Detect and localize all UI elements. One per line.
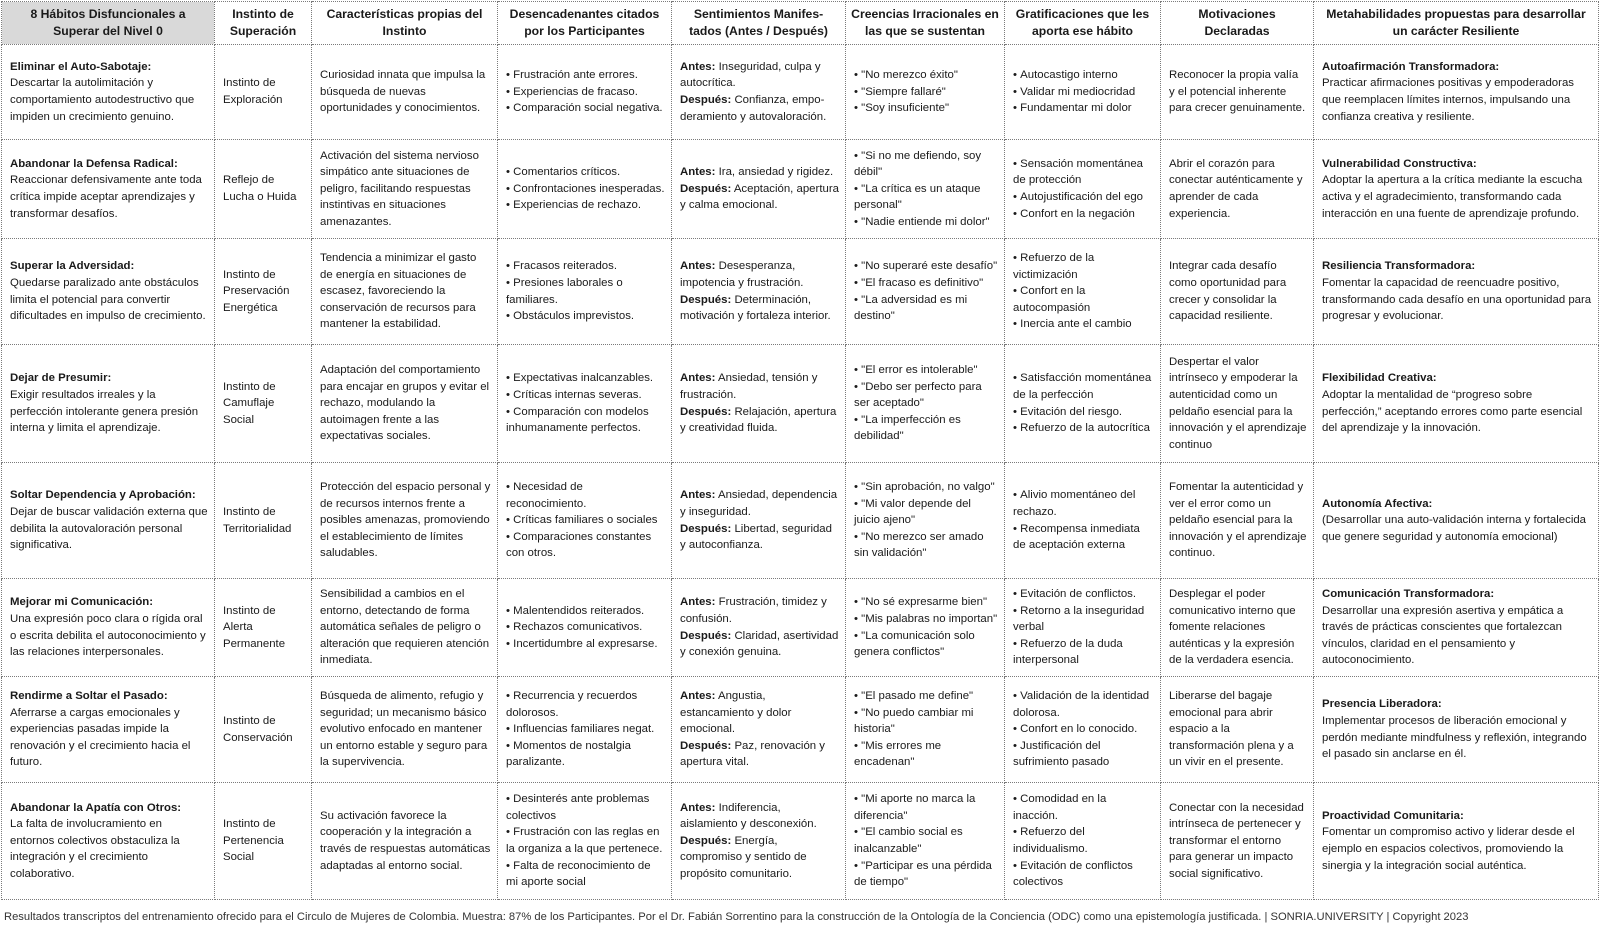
feelings-after: [680, 292, 839, 325]
instinct-name: Instinto de Pertenencia Social: [223, 818, 284, 864]
before-text: Desesperanza, impotencia y frustración.: [680, 260, 804, 289]
characteristics-cell: [312, 239, 498, 345]
list-item: • Críticas internas severas.: [506, 387, 665, 404]
list-item: • "Mi aporte no marca la diferencia": [854, 791, 998, 824]
beliefs-cell: [846, 677, 1005, 783]
habit-description: Reaccionar defensivamente ante toda crítica impide aceptar aprendizajes y transformar desafíos.: [10, 174, 202, 220]
feelings-cell: [672, 463, 846, 579]
characteristics-text: Activación del sistema nervioso simpático ante situaciones de peligro, facilitando respuestas instintivas en situaciones amenazantes.: [320, 149, 479, 228]
triggers-list: [506, 164, 665, 214]
before-label: Antes:: [680, 690, 716, 703]
list-item: • "No puedo cambiar mi historia": [854, 705, 998, 738]
instinct-name: Instinto de Exploración: [223, 77, 283, 106]
list-item: • "No merezco ser amado sin validación": [854, 529, 998, 562]
instinct-name: Instinto de Camuflaje Social: [223, 380, 276, 426]
triggers-list: [506, 67, 665, 117]
metaskill-description: Desarrollar una expresión asertiva y empática a través de prácticas conscientes que fortalezcan vínculos, claridad en el pensamiento y autoconocimiento.: [1322, 604, 1564, 667]
after-label: Después:: [680, 522, 732, 535]
list-item: • "Mis palabras no importan": [854, 611, 998, 628]
motivation-text: Despertar el valor intrínseco y empoderar la autenticidad como un peldaño esencial para la innovación y el aprendizaje continuo: [1169, 355, 1307, 451]
metaskill-title: Resiliencia Transformadora:: [1322, 260, 1476, 273]
gratifications-cell: [1005, 239, 1161, 345]
header-motivations: Motivaciones Declaradas: [1161, 2, 1314, 45]
beliefs-cell: [846, 140, 1005, 239]
before-text: Inseguridad, culpa y autocrítica.: [680, 60, 821, 90]
instinct-cell: [215, 579, 312, 677]
before-text: Ansiedad, dependencia y inseguridad.: [680, 489, 838, 518]
list-item: • "Mis errores me encadenan": [854, 738, 998, 771]
motivation-text: Integrar cada desafío como oportunidad para crecer y consolidar la capacidad resiliente.: [1169, 260, 1287, 323]
gratifications-cell: [1005, 345, 1161, 463]
gratifications-cell: [1005, 140, 1161, 239]
after-label: Después:: [680, 182, 732, 195]
list-item: • Confort en la autocompasión: [1013, 283, 1154, 316]
characteristics-cell: [312, 463, 498, 579]
table-row: [2, 677, 1599, 783]
metaskill-description: Implementar procesos de liberación emocional y perdón mediante mindfulness y reflexión, integrando el pasado sin anclarse en él.: [1322, 714, 1587, 761]
gratifications-list: [1013, 370, 1154, 436]
motivation-text: Conectar con la necesidad intrínseca de pertenecer y transformar el entorno para generar un impacto social significativo.: [1169, 801, 1304, 880]
metaskill-description: (Desarrollar una auto-validación interna y fortalecida que genere seguridad y autonomía emocional): [1322, 514, 1587, 543]
habit-title: Mejorar mi Comunicación:: [10, 596, 154, 609]
list-item: • Incertidumbre al expresarse.: [506, 636, 665, 653]
habit-title: Abandonar la Apatía con Otros:: [10, 801, 182, 814]
before-text: Frustración, timidez y confusión.: [680, 596, 827, 625]
metaskill-cell: [1314, 239, 1599, 345]
footer-note: Resultados transcriptos del entrenamiento ofrecido para el Circulo de Mujeres de Colombia. Muestra: 87% de los Participantes. Por el Dr. Fabián Sorrentino para la construcción de la Ontología de la Conciencia (ODC) como una epistemología justificada. | SONRIA.UNIVERSITY | Copyright 2023: [4, 911, 1469, 923]
feelings-before: [680, 487, 839, 520]
metaskill-cell: [1314, 579, 1599, 677]
feelings-after: [680, 833, 839, 883]
metaskill-title: Flexibilidad Creativa:: [1322, 372, 1437, 385]
habit-title: Dejar de Presumir:: [10, 372, 112, 385]
list-item: • Alivio momentáneo del rechazo.: [1013, 487, 1154, 520]
feelings-cell: [672, 345, 846, 463]
table-row: [2, 345, 1599, 463]
metaskill-title: Autonomía Afectiva:: [1322, 497, 1433, 510]
beliefs-cell: [846, 239, 1005, 345]
header-feelings: Sentimientos Manifes- tados (Antes / Después): [672, 2, 846, 45]
beliefs-list: [854, 479, 998, 562]
before-label: Antes:: [680, 260, 716, 273]
before-label: Antes:: [680, 596, 716, 609]
feelings-after: [680, 404, 839, 437]
list-item: • Experiencias de rechazo.: [506, 197, 665, 214]
list-item: • "Mi valor depende del juicio ajeno": [854, 496, 998, 529]
gratifications-cell: [1005, 463, 1161, 579]
triggers-cell: [498, 45, 672, 140]
habit-title: Soltar Dependencia y Aprobación:: [10, 489, 196, 502]
header-metaskills: Metahabilidades propuestas para desarrollar un carácter Resiliente: [1314, 2, 1599, 45]
motivation-text: Fomentar la autenticidad y ver el error como un peldaño esencial para la innovación y el aprendizaje continuo.: [1169, 481, 1307, 560]
list-item: • Evitación de conflictos.: [1013, 586, 1154, 603]
before-text: Angustia, estancamiento y dolor emocional.: [680, 690, 792, 736]
list-item: • "No merezco éxito": [854, 67, 998, 84]
characteristics-cell: [312, 140, 498, 239]
motivation-text: Liberarse del bagaje emocional para abrir espacio a la transformación plena y a un vivir en el presente.: [1169, 690, 1294, 769]
list-item: • Falta de reconocimiento de mi aporte social: [506, 858, 665, 891]
feelings-before: [680, 164, 839, 181]
after-label: Después:: [680, 405, 732, 418]
feelings-after: [680, 92, 839, 125]
motivation-text: Desplegar el poder comunicativo interno que fomente relaciones auténticas y la expresión de la verdadera esencia.: [1169, 588, 1296, 667]
list-item: • "El fracaso es definitivo": [854, 275, 998, 292]
gratifications-list: [1013, 156, 1154, 222]
list-item: • Confort en lo conocido.: [1013, 721, 1154, 738]
beliefs-cell: [846, 579, 1005, 677]
feelings-before: [680, 688, 839, 738]
motivation-cell: [1161, 239, 1314, 345]
after-text: Relajación, apertura y creatividad fluida.: [680, 405, 837, 435]
after-text: Paz, renovación y apertura vital.: [680, 739, 825, 769]
metaskill-description: Fomentar un compromiso activo y liderar desde el ejemplo en espacios colectivos, promoviendo la sinergia y la integración social auténtica.: [1322, 826, 1575, 872]
list-item: • Fundamentar mi dolor: [1013, 100, 1154, 117]
habit-description: La falta de involucramiento en entornos colectivos obstaculiza la integración y el crecimiento colaborativo.: [10, 818, 180, 880]
instinct-name: Instinto de Alerta Permanente: [223, 604, 286, 650]
motivation-cell: [1161, 677, 1314, 783]
list-item: • Comparaciones constantes con otros.: [506, 529, 665, 562]
beliefs-cell: [846, 783, 1005, 900]
characteristics-text: Adaptación del comportamiento para encajar en grupos y evitar el rechazo, modulando la autoimagen frente a las expectativas sociales.: [320, 364, 490, 443]
list-item: • Sensación momentánea de protección: [1013, 156, 1154, 189]
habit-description: Descartar la autolimitación y comportamiento autodestructivo que impiden un crecimiento genuino.: [10, 77, 195, 123]
habit-title: Abandonar la Defensa Radical:: [10, 157, 178, 170]
triggers-list: [506, 791, 665, 891]
instinct-name: Instinto de Conservación: [223, 714, 293, 744]
feelings-cell: [672, 45, 846, 140]
characteristics-text: Curiosidad innata que impulsa la búsqueda de nuevas oportunidades y conocimientos.: [320, 69, 486, 115]
list-item: • Refuerzo de la duda interpersonal: [1013, 636, 1154, 669]
list-item: • Validación de la identidad dolorosa.: [1013, 688, 1154, 721]
list-item: • Fracasos reiterados.: [506, 258, 665, 275]
metaskill-description: Fomentar la capacidad de reencuadre positivo, transformando cada desafío en una oportunidad para progresar y evolucionar.: [1322, 276, 1592, 323]
instinct-cell: [215, 45, 312, 140]
list-item: • "Soy insuficiente": [854, 100, 998, 117]
characteristics-cell: [312, 783, 498, 900]
metaskill-description: Adoptar la apertura a la crítica mediante la escucha activa y el agradecimiento, transformando cada interacción en una fuente de aprendizaje profundo.: [1322, 174, 1583, 220]
gratifications-cell: [1005, 579, 1161, 677]
feelings-before: [680, 59, 839, 92]
after-label: Después:: [680, 293, 732, 306]
list-item: • Inercia ante el cambio: [1013, 316, 1154, 333]
list-item: • Necesidad de reconocimiento.: [506, 479, 665, 512]
beliefs-list: [854, 594, 998, 660]
list-item: • "Siempre fallaré": [854, 84, 998, 101]
beliefs-list: [854, 258, 998, 324]
motivation-cell: [1161, 345, 1314, 463]
list-item: • Comodidad en la inacción.: [1013, 791, 1154, 824]
list-item: • "La imperfección es debilidad": [854, 412, 998, 445]
header-triggers: Desencadenantes citados por los Participantes: [498, 2, 672, 45]
beliefs-list: [854, 148, 998, 231]
instinct-cell: [215, 345, 312, 463]
triggers-cell: [498, 677, 672, 783]
feelings-cell: [672, 140, 846, 239]
list-item: • Frustración con las reglas en la organiza a la que pertenece.: [506, 824, 665, 857]
triggers-cell: [498, 783, 672, 900]
motivation-text: Reconocer la propia valía y el potencial inherente para crecer genuinamente.: [1169, 69, 1306, 115]
header-characteristics: Características propias del Instinto: [312, 2, 498, 45]
metaskill-cell: [1314, 45, 1599, 140]
gratifications-list: [1013, 586, 1154, 669]
header-beliefs: Creencias Irracionales en las que se sustentan: [846, 2, 1005, 45]
list-item: • "Sin aprobación, no valgo": [854, 479, 998, 496]
list-item: • "El pasado me define": [854, 688, 998, 705]
metaskill-cell: [1314, 783, 1599, 900]
feelings-before: [680, 800, 839, 833]
list-item: • Refuerzo de la autocrítica: [1013, 420, 1154, 437]
beliefs-cell: [846, 45, 1005, 140]
header-gratifications: Gratificaciones que les aporta ese hábito: [1005, 2, 1161, 45]
list-item: • "La adversidad es mi destino": [854, 292, 998, 325]
characteristics-cell: [312, 579, 498, 677]
beliefs-list: [854, 362, 998, 445]
after-text: Confianza, empo- deramiento y autovaloración.: [680, 94, 827, 123]
list-item: • "El error es intolerable": [854, 362, 998, 379]
table-body: [2, 45, 1599, 900]
list-item: • "Participar es una pérdida de tiempo": [854, 858, 998, 891]
list-item: • Momentos de nostalgia paralizante.: [506, 738, 665, 771]
triggers-list: [506, 258, 665, 324]
list-item: • Confort en la negación: [1013, 206, 1154, 223]
beliefs-list: [854, 688, 998, 771]
feelings-before: [680, 258, 839, 291]
beliefs-list: [854, 791, 998, 891]
after-label: Después:: [680, 739, 732, 752]
list-item: • "Si no me defiendo, soy débil": [854, 148, 998, 181]
list-item: • Evitación del riesgo.: [1013, 404, 1154, 421]
before-label: Antes:: [680, 60, 716, 73]
table-row: [2, 463, 1599, 579]
metaskill-cell: [1314, 140, 1599, 239]
list-item: • "No superaré este desafío": [854, 258, 998, 275]
habit-cell: [2, 239, 215, 345]
motivation-cell: [1161, 463, 1314, 579]
list-item: • "La comunicación solo genera conflictos": [854, 628, 998, 661]
list-item: • Rechazos comunicativos.: [506, 619, 665, 636]
habit-description: Quedarse paralizado ante obstáculos limita el potencial para convertir dificultades en impulso de crecimiento.: [10, 276, 206, 323]
before-text: Ira, ansiedad y rigidez.: [718, 166, 834, 179]
feelings-cell: [672, 677, 846, 783]
list-item: • Malentendidos reiterados.: [506, 603, 665, 620]
metaskill-title: Comunicación Transformadora:: [1322, 588, 1495, 601]
list-item: • Evitación de conflictos colectivos: [1013, 858, 1154, 891]
gratifications-list: [1013, 688, 1154, 771]
triggers-cell: [498, 463, 672, 579]
gratifications-cell: [1005, 45, 1161, 140]
before-label: Antes:: [680, 372, 716, 385]
feelings-before: [680, 370, 839, 403]
table-row: [2, 783, 1599, 900]
list-item: • Satisfacción momentánea de la perfección: [1013, 370, 1154, 403]
list-item: • Comentarios críticos.: [506, 164, 665, 181]
after-text: Aceptación, apertura y calma emocional.: [680, 182, 839, 212]
list-item: • Comparación con modelos inhumanamente perfectos.: [506, 404, 665, 437]
gratifications-cell: [1005, 677, 1161, 783]
after-label: Después:: [680, 834, 732, 847]
metaskill-cell: [1314, 345, 1599, 463]
metaskill-description: Adoptar la mentalidad de “progreso sobre perfección,” aceptando errores como parte esencial del aprendizaje y la innovación.: [1322, 388, 1583, 435]
characteristics-text: Su activación favorece la cooperación y la integración a través de respuestas automáticas adaptadas al entorno social.: [320, 809, 491, 872]
triggers-cell: [498, 239, 672, 345]
after-text: Claridad, asertividad y conexión genuina.: [680, 629, 839, 659]
table-row: [2, 239, 1599, 345]
list-item: • Refuerzo de la victimización: [1013, 250, 1154, 283]
feelings-cell: [672, 783, 846, 900]
characteristics-cell: [312, 677, 498, 783]
habit-description: Aferrarse a cargas emocionales y experiencias pasadas impide la renovación y el crecimiento hacia el futuro.: [10, 706, 191, 769]
habits-table: [1, 1, 1599, 900]
habit-title: Rendirme a Soltar el Pasado:: [10, 690, 168, 703]
list-item: • "Debo ser perfecto para ser aceptado": [854, 379, 998, 412]
motivation-cell: [1161, 579, 1314, 677]
instinct-name: Instinto de Preservación Energética: [223, 268, 290, 314]
triggers-list: [506, 370, 665, 436]
habit-cell: [2, 345, 215, 463]
list-item: • Desinterés ante problemas colectivos: [506, 791, 665, 824]
metaskill-title: Vulnerabilidad Constructiva:: [1322, 157, 1477, 170]
metaskill-title: Autoafirmación Transformadora:: [1322, 60, 1500, 73]
instinct-cell: [215, 140, 312, 239]
list-item: • Confrontaciones inesperadas.: [506, 181, 665, 198]
habit-description: Dejar de buscar validación externa que debilita la autovaloración personal significativa.: [10, 505, 208, 552]
motivation-cell: [1161, 783, 1314, 900]
after-label: Después:: [680, 94, 732, 106]
list-item: • "El cambio social es inalcanzable": [854, 824, 998, 857]
list-item: • Frustración ante errores.: [506, 67, 665, 84]
habit-cell: [2, 783, 215, 900]
table-row: [2, 579, 1599, 677]
habit-description: Una expresión poco clara o rígida oral o escrita debilita el autoconocimiento y las relaciones interpersonales.: [10, 612, 206, 659]
habit-cell: [2, 677, 215, 783]
characteristics-text: Protección del espacio personal y de recursos internos frente a posibles amenazas, promoviendo el establecimiento de límites saludables.: [320, 481, 491, 560]
habit-cell: [2, 45, 215, 140]
list-item: • Críticas familiares o sociales: [506, 512, 665, 529]
characteristics-cell: [312, 345, 498, 463]
gratifications-list: [1013, 487, 1154, 553]
list-item: • Presiones laborales o familiares.: [506, 275, 665, 308]
motivation-cell: [1161, 140, 1314, 239]
instinct-cell: [215, 463, 312, 579]
feelings-cell: [672, 239, 846, 345]
table-row: [2, 140, 1599, 239]
feelings-after: [680, 181, 839, 214]
habit-title: Eliminar el Auto-Sabotaje:: [10, 60, 152, 73]
list-item: • Comparación social negativa.: [506, 100, 665, 117]
instinct-name: Instinto de Territorialidad: [223, 505, 292, 535]
habit-cell: [2, 140, 215, 239]
characteristics-text: Tendencia a minimizar el gasto de energía en situaciones de escasez, favoreciendo la conservación de recursos para mantener la estabilidad.: [320, 252, 477, 331]
metaskill-cell: [1314, 463, 1599, 579]
triggers-list: [506, 603, 665, 653]
before-label: Antes:: [680, 801, 716, 814]
list-item: • Obstáculos imprevistos.: [506, 308, 665, 325]
gratifications-cell: [1005, 783, 1161, 900]
header-row: [2, 2, 1599, 45]
list-item: • Validar mi mediocridad: [1013, 84, 1154, 101]
list-item: • "No sé expresarme bien": [854, 594, 998, 611]
feelings-before: [680, 594, 839, 627]
triggers-cell: [498, 345, 672, 463]
instinct-name: Reflejo de Lucha o Huida: [223, 174, 297, 203]
feelings-after: [680, 628, 839, 661]
habit-description: Exigir resultados irreales y la perfección intolerante genera presión interna y limita el aprendizaje.: [10, 388, 199, 435]
table-row: [2, 45, 1599, 140]
beliefs-list: [854, 67, 998, 117]
list-item: • "La crítica es un ataque personal": [854, 181, 998, 214]
instinct-cell: [215, 783, 312, 900]
list-item: • Autojustificación del ego: [1013, 189, 1154, 206]
list-item: • Refuerzo del individualismo.: [1013, 824, 1154, 857]
habit-title: Superar la Adversidad:: [10, 260, 135, 273]
gratifications-list: [1013, 791, 1154, 891]
before-label: Antes:: [680, 166, 716, 179]
after-text: Libertad, seguridad y autoconfianza.: [680, 522, 832, 552]
list-item: • Recurrencia y recuerdos dolorosos.: [506, 688, 665, 721]
instinct-cell: [215, 239, 312, 345]
before-text: Ansiedad, tensión y frustración.: [680, 372, 818, 401]
triggers-cell: [498, 579, 672, 677]
header-instinct: Instinto de Superación: [215, 2, 312, 45]
gratifications-list: [1013, 250, 1154, 333]
before-label: Antes:: [680, 489, 716, 502]
list-item: • Influencias familiares negat.: [506, 721, 665, 738]
motivation-cell: [1161, 45, 1314, 140]
after-text: Energía, compromiso y sentido de propósito comunitario.: [680, 834, 807, 880]
feelings-after: [680, 738, 839, 771]
feelings-after: [680, 521, 839, 554]
beliefs-cell: [846, 463, 1005, 579]
metaskill-title: Presencia Liberadora:: [1322, 698, 1442, 711]
list-item: • Justificación del sufrimiento pasado: [1013, 738, 1154, 771]
gratifications-list: [1013, 67, 1154, 117]
list-item: • Expectativas inalcanzables.: [506, 370, 665, 387]
triggers-cell: [498, 140, 672, 239]
before-text: Indiferencia, aislamiento y desconexión.: [680, 801, 817, 831]
list-item: • Experiencias de fracaso.: [506, 84, 665, 101]
list-item: • Recompensa inmediata de aceptación externa: [1013, 521, 1154, 554]
metaskill-cell: [1314, 677, 1599, 783]
list-item: • Autocastigo interno: [1013, 67, 1154, 84]
characteristics-text: Búsqueda de alimento, refugio y seguridad; un mecanismo básico evolutivo enfocado en mantener un entorno estable y seguro para la supervivencia.: [320, 690, 488, 769]
list-item: • Retorno a la inseguridad verbal: [1013, 603, 1154, 636]
motivation-text: Abrir el corazón para conectar auténticamente y aprender de cada experiencia.: [1169, 157, 1303, 220]
list-item: • "Nadie entiende mi dolor": [854, 214, 998, 231]
feelings-cell: [672, 579, 846, 677]
beliefs-cell: [846, 345, 1005, 463]
header-habits: 8 Hábitos Disfuncionales a Superar del Nivel 0: [2, 2, 215, 45]
habit-cell: [2, 463, 215, 579]
characteristics-cell: [312, 45, 498, 140]
metaskill-description: Practicar afirmaciones positivas y empoderadoras que reemplacen límites internos, impulsando una confianza creativa y resiliente.: [1322, 77, 1574, 123]
habit-cell: [2, 579, 215, 677]
triggers-list: [506, 688, 665, 771]
metaskill-title: Proactividad Comunitaria:: [1322, 809, 1464, 822]
characteristics-text: Sensibilidad a cambios en el entorno, detectando de forma automática señales de peligro o alteración que requieren atención inmediata.: [320, 588, 490, 667]
after-text: Determinación, motivación y fortaleza interior.: [680, 293, 831, 323]
after-label: Después:: [680, 629, 732, 642]
triggers-list: [506, 479, 665, 562]
instinct-cell: [215, 677, 312, 783]
